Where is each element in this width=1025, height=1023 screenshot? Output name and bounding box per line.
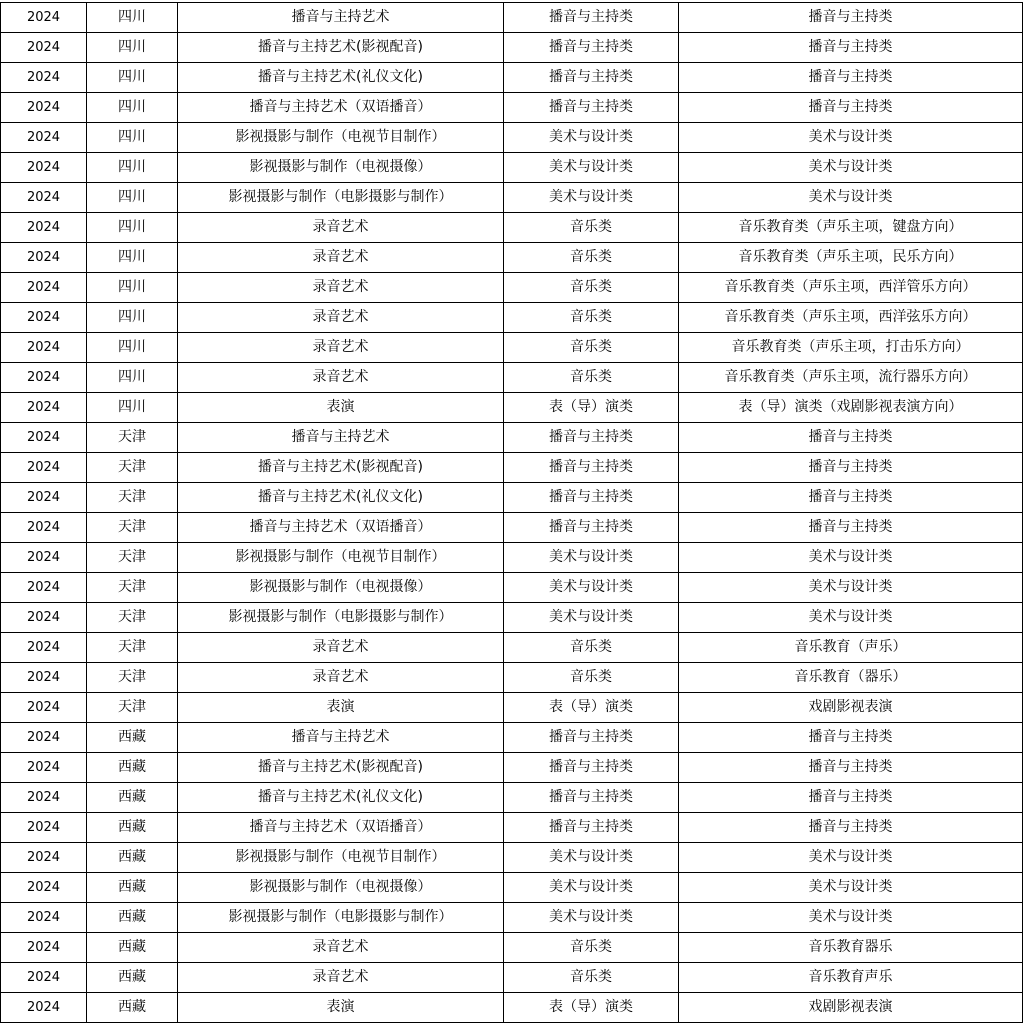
category-cell: 播音与主持类 (504, 3, 679, 33)
region-cell: 四川 (87, 33, 178, 63)
region-cell: 四川 (87, 123, 178, 153)
table-row (1, 153, 1023, 183)
major-cell: 录音艺术 (178, 933, 504, 963)
region-cell: 天津 (87, 543, 178, 573)
exam-category-cell: 美术与设计类 (679, 603, 1023, 633)
region-cell: 天津 (87, 483, 178, 513)
region-cell: 西藏 (87, 903, 178, 933)
year-cell: 2024 (1, 513, 87, 543)
exam-category-cell: 播音与主持类 (679, 483, 1023, 513)
year-cell: 2024 (1, 993, 87, 1023)
major-cell: 影视摄影与制作（电视摄像） (178, 153, 504, 183)
table-row (1, 783, 1023, 813)
year-cell: 2024 (1, 363, 87, 393)
exam-category-cell: 表（导）演类（戏剧影视表演方向） (679, 393, 1023, 423)
category-cell: 播音与主持类 (504, 423, 679, 453)
exam-category-cell: 播音与主持类 (679, 813, 1023, 843)
exam-category-cell: 音乐教育类（声乐主项，键盘方向） (679, 213, 1023, 243)
table-row (1, 993, 1023, 1023)
year-cell: 2024 (1, 153, 87, 183)
major-cell: 播音与主持艺术(礼仪文化) (178, 483, 504, 513)
exam-category-cell: 音乐教育类（声乐主项，西洋弦乐方向） (679, 303, 1023, 333)
table-row (1, 483, 1023, 513)
category-cell: 音乐类 (504, 633, 679, 663)
exam-category-cell: 美术与设计类 (679, 153, 1023, 183)
year-cell: 2024 (1, 783, 87, 813)
region-cell: 四川 (87, 333, 178, 363)
exam-category-cell: 音乐教育类（声乐主项，流行器乐方向） (679, 363, 1023, 393)
category-cell: 音乐类 (504, 333, 679, 363)
major-cell: 录音艺术 (178, 213, 504, 243)
major-cell: 播音与主持艺术(影视配音) (178, 33, 504, 63)
year-cell: 2024 (1, 483, 87, 513)
region-cell: 四川 (87, 303, 178, 333)
major-cell: 录音艺术 (178, 663, 504, 693)
major-cell: 录音艺术 (178, 303, 504, 333)
exam-category-cell: 播音与主持类 (679, 3, 1023, 33)
category-cell: 播音与主持类 (504, 33, 679, 63)
major-cell: 影视摄影与制作（电视摄像） (178, 573, 504, 603)
category-cell: 播音与主持类 (504, 813, 679, 843)
table-row (1, 63, 1023, 93)
region-cell: 西藏 (87, 963, 178, 993)
region-cell: 天津 (87, 513, 178, 543)
region-cell: 四川 (87, 393, 178, 423)
exam-category-cell: 播音与主持类 (679, 513, 1023, 543)
category-cell: 音乐类 (504, 963, 679, 993)
table-row (1, 903, 1023, 933)
table-row (1, 633, 1023, 663)
table-row (1, 543, 1023, 573)
category-cell: 美术与设计类 (504, 843, 679, 873)
table-row (1, 243, 1023, 273)
category-cell: 美术与设计类 (504, 873, 679, 903)
exam-category-cell: 播音与主持类 (679, 93, 1023, 123)
region-cell: 四川 (87, 63, 178, 93)
category-cell: 表（导）演类 (504, 693, 679, 723)
category-cell: 美术与设计类 (504, 153, 679, 183)
year-cell: 2024 (1, 723, 87, 753)
major-cell: 播音与主持艺术(礼仪文化) (178, 783, 504, 813)
major-cell: 播音与主持艺术 (178, 723, 504, 753)
major-cell: 播音与主持艺术（双语播音） (178, 93, 504, 123)
table-body (1, 3, 1023, 1023)
table-row (1, 303, 1023, 333)
exam-category-cell: 音乐教育类（声乐主项，打击乐方向） (679, 333, 1023, 363)
table-row (1, 693, 1023, 723)
table-row (1, 363, 1023, 393)
region-cell: 西藏 (87, 813, 178, 843)
table-row (1, 273, 1023, 303)
major-cell: 影视摄影与制作（电视摄像） (178, 873, 504, 903)
category-cell: 播音与主持类 (504, 723, 679, 753)
year-cell: 2024 (1, 333, 87, 363)
region-cell: 四川 (87, 183, 178, 213)
year-cell: 2024 (1, 753, 87, 783)
exam-category-cell: 音乐教育声乐 (679, 963, 1023, 993)
region-cell: 西藏 (87, 933, 178, 963)
table-row (1, 753, 1023, 783)
region-cell: 天津 (87, 573, 178, 603)
table-row (1, 663, 1023, 693)
region-cell: 四川 (87, 243, 178, 273)
year-cell: 2024 (1, 843, 87, 873)
region-cell: 四川 (87, 93, 178, 123)
exam-category-cell: 美术与设计类 (679, 903, 1023, 933)
table-row (1, 513, 1023, 543)
table-row (1, 813, 1023, 843)
category-cell: 音乐类 (504, 243, 679, 273)
year-cell: 2024 (1, 3, 87, 33)
table-row (1, 873, 1023, 903)
table-row (1, 603, 1023, 633)
major-cell: 录音艺术 (178, 333, 504, 363)
major-cell: 录音艺术 (178, 273, 504, 303)
exam-category-cell: 音乐教育类（声乐主项，民乐方向） (679, 243, 1023, 273)
category-cell: 美术与设计类 (504, 603, 679, 633)
category-cell: 播音与主持类 (504, 93, 679, 123)
year-cell: 2024 (1, 63, 87, 93)
exam-category-cell: 播音与主持类 (679, 63, 1023, 93)
table-row (1, 843, 1023, 873)
year-cell: 2024 (1, 873, 87, 903)
table-row (1, 123, 1023, 153)
year-cell: 2024 (1, 453, 87, 483)
table-row (1, 453, 1023, 483)
year-cell: 2024 (1, 423, 87, 453)
category-cell: 播音与主持类 (504, 783, 679, 813)
major-cell: 播音与主持艺术 (178, 3, 504, 33)
region-cell: 西藏 (87, 843, 178, 873)
exam-category-cell: 播音与主持类 (679, 423, 1023, 453)
category-cell: 美术与设计类 (504, 573, 679, 603)
table-row (1, 933, 1023, 963)
exam-category-cell: 美术与设计类 (679, 183, 1023, 213)
category-cell: 播音与主持类 (504, 753, 679, 783)
category-cell: 音乐类 (504, 303, 679, 333)
category-cell: 美术与设计类 (504, 543, 679, 573)
major-cell: 影视摄影与制作（电视节目制作） (178, 543, 504, 573)
exam-category-cell: 戏剧影视表演 (679, 993, 1023, 1023)
region-cell: 西藏 (87, 993, 178, 1023)
exam-category-cell: 戏剧影视表演 (679, 693, 1023, 723)
category-cell: 美术与设计类 (504, 123, 679, 153)
exam-category-cell: 播音与主持类 (679, 33, 1023, 63)
category-cell: 播音与主持类 (504, 483, 679, 513)
table-row (1, 723, 1023, 753)
category-cell: 播音与主持类 (504, 453, 679, 483)
region-cell: 四川 (87, 3, 178, 33)
year-cell: 2024 (1, 903, 87, 933)
table-row (1, 213, 1023, 243)
major-cell: 表演 (178, 393, 504, 423)
category-cell: 美术与设计类 (504, 903, 679, 933)
table-row (1, 333, 1023, 363)
major-cell: 播音与主持艺术 (178, 423, 504, 453)
year-cell: 2024 (1, 633, 87, 663)
major-cell: 影视摄影与制作（电视节目制作） (178, 843, 504, 873)
category-cell: 表（导）演类 (504, 393, 679, 423)
region-cell: 天津 (87, 663, 178, 693)
major-cell: 播音与主持艺术（双语播音） (178, 513, 504, 543)
year-cell: 2024 (1, 573, 87, 603)
major-cell: 影视摄影与制作（电影摄影与制作） (178, 903, 504, 933)
region-cell: 四川 (87, 363, 178, 393)
year-cell: 2024 (1, 33, 87, 63)
year-cell: 2024 (1, 693, 87, 723)
major-cell: 播音与主持艺术(礼仪文化) (178, 63, 504, 93)
region-cell: 西藏 (87, 753, 178, 783)
major-cell: 播音与主持艺术(影视配音) (178, 753, 504, 783)
region-cell: 西藏 (87, 873, 178, 903)
major-cell: 影视摄影与制作（电影摄影与制作） (178, 183, 504, 213)
major-cell: 录音艺术 (178, 633, 504, 663)
exam-category-cell: 音乐教育器乐 (679, 933, 1023, 963)
category-cell: 音乐类 (504, 273, 679, 303)
year-cell: 2024 (1, 183, 87, 213)
exam-category-cell: 美术与设计类 (679, 573, 1023, 603)
category-cell: 音乐类 (504, 363, 679, 393)
table-row (1, 393, 1023, 423)
year-cell: 2024 (1, 543, 87, 573)
exam-category-cell: 播音与主持类 (679, 453, 1023, 483)
region-cell: 四川 (87, 213, 178, 243)
table-row (1, 183, 1023, 213)
exam-category-cell: 音乐教育类（声乐主项，西洋管乐方向） (679, 273, 1023, 303)
exam-category-cell: 美术与设计类 (679, 543, 1023, 573)
year-cell: 2024 (1, 663, 87, 693)
major-cell: 录音艺术 (178, 363, 504, 393)
region-cell: 天津 (87, 603, 178, 633)
table-row (1, 573, 1023, 603)
category-cell: 播音与主持类 (504, 513, 679, 543)
year-cell: 2024 (1, 393, 87, 423)
region-cell: 天津 (87, 453, 178, 483)
major-cell: 表演 (178, 693, 504, 723)
year-cell: 2024 (1, 243, 87, 273)
category-cell: 表（导）演类 (504, 993, 679, 1023)
category-cell: 音乐类 (504, 213, 679, 243)
year-cell: 2024 (1, 273, 87, 303)
major-cell: 播音与主持艺术(影视配音) (178, 453, 504, 483)
region-cell: 天津 (87, 633, 178, 663)
exam-category-cell: 播音与主持类 (679, 723, 1023, 753)
year-cell: 2024 (1, 933, 87, 963)
exam-category-cell: 播音与主持类 (679, 753, 1023, 783)
region-cell: 天津 (87, 693, 178, 723)
category-cell: 音乐类 (504, 933, 679, 963)
region-cell: 西藏 (87, 723, 178, 753)
category-cell: 美术与设计类 (504, 183, 679, 213)
table-row (1, 93, 1023, 123)
year-cell: 2024 (1, 213, 87, 243)
table-row (1, 963, 1023, 993)
major-cell: 影视摄影与制作（电视节目制作） (178, 123, 504, 153)
exam-category-cell: 美术与设计类 (679, 843, 1023, 873)
data-table (0, 2, 1023, 1023)
category-cell: 播音与主持类 (504, 63, 679, 93)
region-cell: 天津 (87, 423, 178, 453)
exam-category-cell: 音乐教育（声乐） (679, 633, 1023, 663)
major-cell: 影视摄影与制作（电影摄影与制作） (178, 603, 504, 633)
region-cell: 四川 (87, 153, 178, 183)
table-row (1, 33, 1023, 63)
region-cell: 四川 (87, 273, 178, 303)
major-cell: 表演 (178, 993, 504, 1023)
year-cell: 2024 (1, 303, 87, 333)
year-cell: 2024 (1, 813, 87, 843)
category-cell: 音乐类 (504, 663, 679, 693)
table-row (1, 3, 1023, 33)
exam-category-cell: 音乐教育（器乐） (679, 663, 1023, 693)
year-cell: 2024 (1, 963, 87, 993)
year-cell: 2024 (1, 603, 87, 633)
exam-category-cell: 美术与设计类 (679, 873, 1023, 903)
major-cell: 播音与主持艺术（双语播音） (178, 813, 504, 843)
exam-category-cell: 播音与主持类 (679, 783, 1023, 813)
table-row (1, 423, 1023, 453)
major-cell: 录音艺术 (178, 963, 504, 993)
region-cell: 西藏 (87, 783, 178, 813)
exam-category-cell: 美术与设计类 (679, 123, 1023, 153)
major-cell: 录音艺术 (178, 243, 504, 273)
year-cell: 2024 (1, 93, 87, 123)
year-cell: 2024 (1, 123, 87, 153)
